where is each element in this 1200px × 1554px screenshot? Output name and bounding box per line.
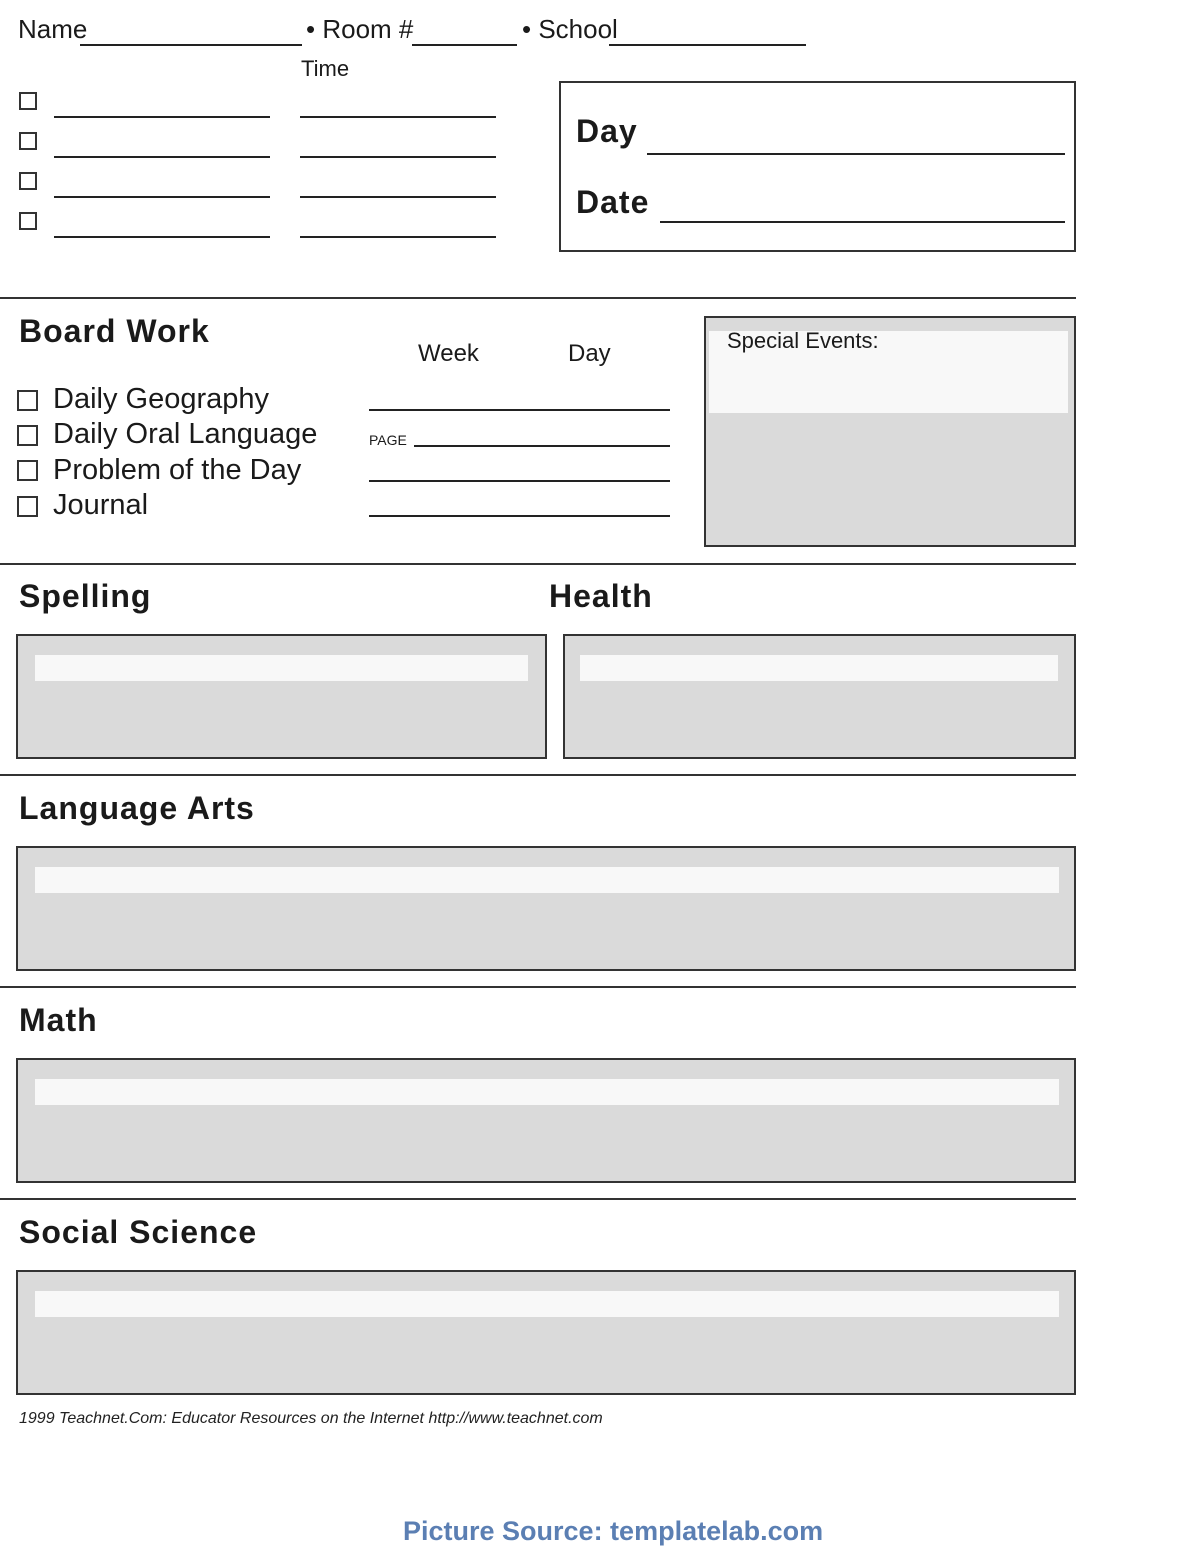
daily-geography-field[interactable]: [369, 409, 670, 411]
health-strip: [580, 655, 1058, 681]
problem-of-the-day-label: Problem of the Day: [53, 454, 302, 486]
name-label: Name: [18, 14, 88, 44]
health-title: Health: [549, 578, 653, 614]
section-divider: [0, 986, 1076, 988]
daily-oral-language-label: Daily Oral Language: [53, 418, 318, 450]
social-science-strip: [35, 1291, 1059, 1317]
spelling-strip: [35, 655, 528, 681]
spelling-box[interactable]: [16, 634, 547, 759]
section-divider: [0, 563, 1076, 565]
task-field-4[interactable]: [54, 236, 270, 238]
journal-label: Journal: [53, 489, 149, 521]
footer-credit: 1999 Teachnet.Com: Educator Resources on the Internet http://www.teachnet.com: [19, 1410, 603, 1427]
daily-oral-language-checkbox[interactable]: [17, 425, 38, 446]
week-label: Week: [418, 340, 479, 367]
math-strip: [35, 1079, 1059, 1105]
language-arts-title: Language Arts: [19, 790, 255, 826]
social-science-box[interactable]: [16, 1270, 1076, 1395]
date-field[interactable]: [660, 221, 1065, 223]
task-checkbox-4[interactable]: [19, 212, 37, 230]
time-label: Time: [301, 56, 350, 81]
health-box[interactable]: [563, 634, 1076, 759]
social-science-title: Social Science: [19, 1214, 258, 1250]
day-field[interactable]: [647, 153, 1065, 155]
school-field[interactable]: [609, 44, 806, 46]
section-divider: [0, 1198, 1076, 1200]
time-field-3[interactable]: [300, 196, 496, 198]
name-field[interactable]: [80, 44, 302, 46]
time-field-4[interactable]: [300, 236, 496, 238]
section-divider: [0, 297, 1076, 299]
day-label: Day: [576, 113, 638, 149]
time-field-1[interactable]: [300, 116, 496, 118]
task-checkbox-1[interactable]: [19, 92, 37, 110]
board-work-title: Board Work: [19, 313, 210, 349]
task-field-1[interactable]: [54, 116, 270, 118]
daily-geography-label: Daily Geography: [53, 383, 269, 415]
daily-geography-checkbox[interactable]: [17, 390, 38, 411]
problem-of-the-day-checkbox[interactable]: [17, 460, 38, 481]
language-arts-box[interactable]: [16, 846, 1076, 971]
special-events-label: Special Events:: [727, 328, 879, 353]
room-field[interactable]: [412, 44, 517, 46]
day-date-box: [559, 81, 1076, 252]
time-field-2[interactable]: [300, 156, 496, 158]
daily-oral-language-field[interactable]: [414, 445, 670, 447]
section-divider: [0, 774, 1076, 776]
date-label: Date: [576, 184, 650, 220]
room-label: • Room #: [306, 14, 414, 44]
special-events-box[interactable]: [704, 316, 1076, 547]
day-column-label: Day: [568, 340, 611, 367]
page-label: PAGE: [369, 432, 407, 448]
school-label: • School: [522, 14, 618, 44]
journal-field[interactable]: [369, 515, 670, 517]
task-checkbox-2[interactable]: [19, 132, 37, 150]
task-checkbox-3[interactable]: [19, 172, 37, 190]
journal-checkbox[interactable]: [17, 496, 38, 517]
picture-source-caption: Picture Source: templatelab.com: [403, 1516, 824, 1546]
task-field-3[interactable]: [54, 196, 270, 198]
problem-of-the-day-field[interactable]: [369, 480, 670, 482]
math-box[interactable]: [16, 1058, 1076, 1183]
math-title: Math: [19, 1002, 98, 1038]
task-field-2[interactable]: [54, 156, 270, 158]
language-arts-strip: [35, 867, 1059, 893]
spelling-title: Spelling: [19, 578, 152, 614]
